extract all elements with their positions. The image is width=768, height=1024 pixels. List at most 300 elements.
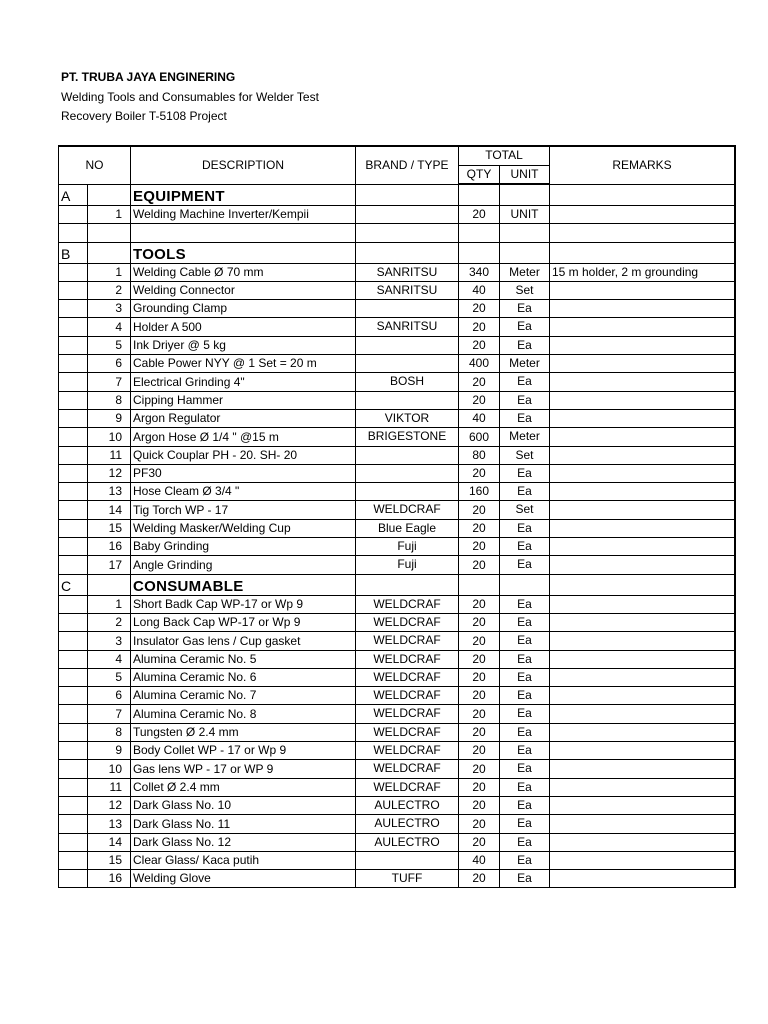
item-unit: Ea bbox=[500, 778, 550, 796]
table-row bbox=[59, 391, 736, 409]
row-section-cell bbox=[59, 428, 88, 446]
table-row bbox=[59, 613, 736, 631]
item-number: 3 bbox=[88, 632, 131, 650]
item-qty: 20 bbox=[459, 796, 500, 814]
item-description: Insulator Gas lens / Cup gasket bbox=[131, 632, 356, 650]
project-name: Recovery Boiler T-5108 Project bbox=[61, 109, 227, 123]
item-brand bbox=[356, 355, 459, 373]
section-remarks-cell bbox=[550, 574, 736, 595]
item-unit: Ea bbox=[500, 833, 550, 851]
item-remarks bbox=[550, 705, 736, 723]
table-row bbox=[59, 464, 736, 482]
row-section-cell bbox=[59, 595, 88, 613]
item-qty: 20 bbox=[459, 373, 500, 391]
item-qty: 400 bbox=[459, 355, 500, 373]
item-remarks bbox=[550, 815, 736, 833]
row-section-cell bbox=[59, 650, 88, 668]
item-unit: Ea bbox=[500, 300, 550, 318]
item-qty: 20 bbox=[459, 318, 500, 336]
table-row bbox=[59, 851, 736, 869]
table-row bbox=[59, 281, 736, 299]
item-description: Alumina Ceramic No. 8 bbox=[131, 705, 356, 723]
item-brand bbox=[356, 300, 459, 318]
item-brand: SANRITSU bbox=[356, 263, 459, 281]
row-section-cell bbox=[59, 705, 88, 723]
item-unit: Ea bbox=[500, 851, 550, 869]
section-letter: B bbox=[59, 242, 88, 263]
item-number: 10 bbox=[88, 760, 131, 778]
item-number: 5 bbox=[88, 668, 131, 686]
item-remarks bbox=[550, 464, 736, 482]
column-header-description: DESCRIPTION bbox=[131, 146, 356, 184]
table-row bbox=[59, 556, 736, 574]
item-description: Collet Ø 2.4 mm bbox=[131, 778, 356, 796]
table-row bbox=[59, 300, 736, 318]
item-remarks bbox=[550, 355, 736, 373]
table-row bbox=[59, 446, 736, 464]
row-section-cell bbox=[59, 796, 88, 814]
item-brand bbox=[356, 446, 459, 464]
item-unit: Ea bbox=[500, 409, 550, 427]
item-description: Cipping Hammer bbox=[131, 391, 356, 409]
item-qty: 20 bbox=[459, 391, 500, 409]
section-no-cell bbox=[88, 574, 131, 595]
row-section-cell bbox=[59, 851, 88, 869]
item-description: Dark Glass No. 12 bbox=[131, 833, 356, 851]
item-description: Welding Masker/Welding Cup bbox=[131, 519, 356, 537]
item-brand bbox=[356, 224, 459, 242]
item-qty: 20 bbox=[459, 632, 500, 650]
table-row bbox=[59, 742, 736, 760]
item-qty: 20 bbox=[459, 723, 500, 741]
row-section-cell bbox=[59, 556, 88, 574]
item-qty: 20 bbox=[459, 705, 500, 723]
item-qty bbox=[459, 224, 500, 242]
item-remarks bbox=[550, 409, 736, 427]
item-description: Holder A 500 bbox=[131, 318, 356, 336]
item-remarks: 15 m holder, 2 m grounding bbox=[550, 263, 736, 281]
item-remarks bbox=[550, 760, 736, 778]
item-description: Baby Grinding bbox=[131, 538, 356, 556]
item-number: 7 bbox=[88, 373, 131, 391]
item-unit: Ea bbox=[500, 464, 550, 482]
item-brand bbox=[356, 206, 459, 224]
item-remarks bbox=[550, 851, 736, 869]
item-description: Argon Regulator bbox=[131, 409, 356, 427]
item-unit: Ea bbox=[500, 373, 550, 391]
item-remarks bbox=[550, 281, 736, 299]
table-row bbox=[59, 409, 736, 427]
item-number: 9 bbox=[88, 409, 131, 427]
item-remarks bbox=[550, 318, 736, 336]
item-number: 8 bbox=[88, 723, 131, 741]
item-remarks bbox=[550, 613, 736, 631]
item-remarks bbox=[550, 446, 736, 464]
item-number: 7 bbox=[88, 705, 131, 723]
item-qty: 40 bbox=[459, 851, 500, 869]
section-unit-cell bbox=[500, 184, 550, 206]
table-row bbox=[59, 796, 736, 814]
item-number: 16 bbox=[88, 538, 131, 556]
item-unit: Ea bbox=[500, 632, 550, 650]
table-row bbox=[59, 705, 736, 723]
item-brand: Fuji bbox=[356, 538, 459, 556]
section-qty-cell bbox=[459, 574, 500, 595]
item-number: 6 bbox=[88, 687, 131, 705]
item-remarks bbox=[550, 300, 736, 318]
row-section-cell bbox=[59, 723, 88, 741]
tools-consumables-table bbox=[58, 145, 736, 888]
item-unit: Ea bbox=[500, 391, 550, 409]
item-remarks bbox=[550, 650, 736, 668]
table-header-row bbox=[59, 146, 736, 165]
item-qty: 20 bbox=[459, 519, 500, 537]
item-brand: AULECTRO bbox=[356, 796, 459, 814]
table-row bbox=[59, 263, 736, 281]
row-section-cell bbox=[59, 815, 88, 833]
row-section-cell bbox=[59, 409, 88, 427]
item-description: PF30 bbox=[131, 464, 356, 482]
section-remarks-cell bbox=[550, 242, 736, 263]
table-row bbox=[59, 483, 736, 501]
item-description: Dark Glass No. 10 bbox=[131, 796, 356, 814]
table-row bbox=[59, 336, 736, 354]
item-remarks bbox=[550, 632, 736, 650]
item-qty: 40 bbox=[459, 409, 500, 427]
item-description: Long Back Cap WP-17 or Wp 9 bbox=[131, 613, 356, 631]
item-description: Electrical Grinding 4" bbox=[131, 373, 356, 391]
row-section-cell bbox=[59, 613, 88, 631]
row-section-cell bbox=[59, 281, 88, 299]
item-brand bbox=[356, 336, 459, 354]
item-brand: Fuji bbox=[356, 556, 459, 574]
item-description: Argon Hose Ø 1/4 " @15 m bbox=[131, 428, 356, 446]
row-section-cell bbox=[59, 318, 88, 336]
item-qty: 20 bbox=[459, 778, 500, 796]
item-description: Body Collet WP - 17 or Wp 9 bbox=[131, 742, 356, 760]
section-unit-cell bbox=[500, 242, 550, 263]
item-unit: Set bbox=[500, 501, 550, 519]
item-number: 15 bbox=[88, 519, 131, 537]
item-brand: WELDCRAF bbox=[356, 595, 459, 613]
item-unit: UNIT bbox=[500, 206, 550, 224]
item-number: 15 bbox=[88, 851, 131, 869]
table-row bbox=[59, 778, 736, 796]
item-qty: 20 bbox=[459, 760, 500, 778]
item-qty: 20 bbox=[459, 668, 500, 686]
item-qty: 20 bbox=[459, 650, 500, 668]
row-section-cell bbox=[59, 742, 88, 760]
row-section-cell bbox=[59, 833, 88, 851]
item-number: 1 bbox=[88, 206, 131, 224]
table-row bbox=[59, 428, 736, 446]
item-number bbox=[88, 224, 131, 242]
row-section-cell bbox=[59, 464, 88, 482]
table-row bbox=[59, 870, 736, 888]
item-remarks bbox=[550, 778, 736, 796]
item-unit: Ea bbox=[500, 687, 550, 705]
section-letter: C bbox=[59, 574, 88, 595]
section-title: EQUIPMENT bbox=[131, 184, 356, 206]
item-remarks bbox=[550, 687, 736, 705]
item-number: 12 bbox=[88, 796, 131, 814]
document-subtitle: Welding Tools and Consumables for Welder Test bbox=[61, 89, 319, 104]
section-row bbox=[59, 574, 736, 595]
item-unit: Ea bbox=[500, 336, 550, 354]
column-header-total: TOTAL bbox=[459, 146, 550, 165]
item-brand: SANRITSU bbox=[356, 318, 459, 336]
item-brand: WELDCRAF bbox=[356, 705, 459, 723]
item-brand: WELDCRAF bbox=[356, 687, 459, 705]
item-qty: 20 bbox=[459, 300, 500, 318]
item-unit: Ea bbox=[500, 556, 550, 574]
column-header-remarks: REMARKS bbox=[550, 146, 736, 184]
column-header-no: NO bbox=[59, 146, 131, 184]
item-description: Ink Driyer @ 5 kg bbox=[131, 336, 356, 354]
table-row bbox=[59, 355, 736, 373]
table-body bbox=[59, 184, 736, 888]
item-unit: Ea bbox=[500, 705, 550, 723]
item-unit: Ea bbox=[500, 650, 550, 668]
item-description: Welding Cable Ø 70 mm bbox=[131, 263, 356, 281]
item-remarks bbox=[550, 501, 736, 519]
row-section-cell bbox=[59, 538, 88, 556]
item-brand: WELDCRAF bbox=[356, 760, 459, 778]
item-unit: Set bbox=[500, 446, 550, 464]
item-description: Welding Glove bbox=[131, 870, 356, 888]
item-remarks bbox=[550, 483, 736, 501]
table-row bbox=[59, 650, 736, 668]
item-brand bbox=[356, 851, 459, 869]
column-header-brand: BRAND / TYPE bbox=[356, 146, 459, 184]
item-qty: 20 bbox=[459, 595, 500, 613]
item-description: Grounding Clamp bbox=[131, 300, 356, 318]
item-remarks bbox=[550, 796, 736, 814]
item-remarks bbox=[550, 870, 736, 888]
table-row bbox=[59, 815, 736, 833]
item-qty: 20 bbox=[459, 556, 500, 574]
row-section-cell bbox=[59, 519, 88, 537]
item-remarks bbox=[550, 206, 736, 224]
section-brand-cell bbox=[356, 574, 459, 595]
column-header-unit: UNIT bbox=[500, 165, 550, 184]
table-row bbox=[59, 760, 736, 778]
table-row bbox=[59, 595, 736, 613]
row-section-cell bbox=[59, 760, 88, 778]
section-row bbox=[59, 242, 736, 263]
item-brand: Blue Eagle bbox=[356, 519, 459, 537]
item-brand: WELDCRAF bbox=[356, 723, 459, 741]
item-brand bbox=[356, 464, 459, 482]
item-qty: 340 bbox=[459, 263, 500, 281]
section-letter: A bbox=[59, 184, 88, 206]
item-unit: Set bbox=[500, 281, 550, 299]
section-no-cell bbox=[88, 242, 131, 263]
item-number: 6 bbox=[88, 355, 131, 373]
item-remarks bbox=[550, 556, 736, 574]
item-number: 4 bbox=[88, 318, 131, 336]
section-brand-cell bbox=[356, 184, 459, 206]
item-number: 13 bbox=[88, 815, 131, 833]
item-qty: 20 bbox=[459, 206, 500, 224]
item-brand: VIKTOR bbox=[356, 409, 459, 427]
item-qty: 20 bbox=[459, 833, 500, 851]
item-unit bbox=[500, 224, 550, 242]
item-number: 14 bbox=[88, 501, 131, 519]
item-unit: Ea bbox=[500, 519, 550, 537]
item-qty: 20 bbox=[459, 742, 500, 760]
item-qty: 20 bbox=[459, 870, 500, 888]
item-remarks bbox=[550, 336, 736, 354]
table-row bbox=[59, 538, 736, 556]
column-header-qty: QTY bbox=[459, 165, 500, 184]
item-unit: Ea bbox=[500, 595, 550, 613]
section-row bbox=[59, 184, 736, 206]
item-unit: Ea bbox=[500, 815, 550, 833]
item-remarks bbox=[550, 742, 736, 760]
item-number: 9 bbox=[88, 742, 131, 760]
company-name: PT. TRUBA JAYA ENGINERING bbox=[61, 70, 236, 84]
section-no-cell bbox=[88, 184, 131, 206]
item-unit: Ea bbox=[500, 613, 550, 631]
item-brand: WELDCRAF bbox=[356, 501, 459, 519]
item-qty: 600 bbox=[459, 428, 500, 446]
item-unit: Meter bbox=[500, 355, 550, 373]
section-title: CONSUMABLE bbox=[131, 574, 356, 595]
item-number: 13 bbox=[88, 483, 131, 501]
item-brand: SANRITSU bbox=[356, 281, 459, 299]
row-section-cell bbox=[59, 300, 88, 318]
item-description: Clear Glass/ Kaca putih bbox=[131, 851, 356, 869]
item-unit: Ea bbox=[500, 538, 550, 556]
item-number: 4 bbox=[88, 650, 131, 668]
item-description: Cable Power NYY @ 1 Set = 20 m bbox=[131, 355, 356, 373]
item-number: 16 bbox=[88, 870, 131, 888]
section-brand-cell bbox=[356, 242, 459, 263]
item-qty: 20 bbox=[459, 336, 500, 354]
item-unit: Meter bbox=[500, 263, 550, 281]
item-description: Tig Torch WP - 17 bbox=[131, 501, 356, 519]
row-section-cell bbox=[59, 391, 88, 409]
item-remarks bbox=[550, 668, 736, 686]
item-qty: 20 bbox=[459, 687, 500, 705]
row-section-cell bbox=[59, 373, 88, 391]
item-description bbox=[131, 224, 356, 242]
item-qty: 80 bbox=[459, 446, 500, 464]
table-row bbox=[59, 224, 736, 242]
item-unit: Ea bbox=[500, 483, 550, 501]
row-section-cell bbox=[59, 224, 88, 242]
row-section-cell bbox=[59, 206, 88, 224]
item-remarks bbox=[550, 391, 736, 409]
item-brand: AULECTRO bbox=[356, 833, 459, 851]
item-number: 1 bbox=[88, 595, 131, 613]
table-row bbox=[59, 687, 736, 705]
row-section-cell bbox=[59, 446, 88, 464]
item-description: Welding Connector bbox=[131, 281, 356, 299]
item-brand bbox=[356, 483, 459, 501]
item-brand bbox=[356, 391, 459, 409]
item-description: Gas lens WP - 17 or WP 9 bbox=[131, 760, 356, 778]
item-number: 12 bbox=[88, 464, 131, 482]
item-unit: Meter bbox=[500, 428, 550, 446]
item-description: Angle Grinding bbox=[131, 556, 356, 574]
table-row bbox=[59, 501, 736, 519]
item-number: 8 bbox=[88, 391, 131, 409]
section-unit-cell bbox=[500, 574, 550, 595]
item-brand: WELDCRAF bbox=[356, 613, 459, 631]
item-unit: Ea bbox=[500, 760, 550, 778]
item-description: Quick Couplar PH - 20. SH- 20 bbox=[131, 446, 356, 464]
item-unit: Ea bbox=[500, 870, 550, 888]
item-brand: BOSH bbox=[356, 373, 459, 391]
table-row bbox=[59, 668, 736, 686]
item-number: 17 bbox=[88, 556, 131, 574]
item-description: Dark Glass No. 11 bbox=[131, 815, 356, 833]
row-section-cell bbox=[59, 632, 88, 650]
item-remarks bbox=[550, 833, 736, 851]
item-unit: Ea bbox=[500, 318, 550, 336]
row-section-cell bbox=[59, 687, 88, 705]
section-qty-cell bbox=[459, 242, 500, 263]
table-row bbox=[59, 206, 736, 224]
item-brand: TUFF bbox=[356, 870, 459, 888]
item-brand: WELDCRAF bbox=[356, 742, 459, 760]
item-qty: 40 bbox=[459, 281, 500, 299]
item-description: Hose Cleam Ø 3/4 " bbox=[131, 483, 356, 501]
item-number: 2 bbox=[88, 613, 131, 631]
item-unit: Ea bbox=[500, 796, 550, 814]
item-brand: WELDCRAF bbox=[356, 632, 459, 650]
row-section-cell bbox=[59, 870, 88, 888]
item-number: 3 bbox=[88, 300, 131, 318]
item-remarks bbox=[550, 723, 736, 741]
table-row bbox=[59, 833, 736, 851]
section-remarks-cell bbox=[550, 184, 736, 206]
item-description: Alumina Ceramic No. 7 bbox=[131, 687, 356, 705]
row-section-cell bbox=[59, 668, 88, 686]
document-header bbox=[61, 68, 319, 127]
section-title: TOOLS bbox=[131, 242, 356, 263]
section-qty-cell bbox=[459, 184, 500, 206]
row-section-cell bbox=[59, 355, 88, 373]
item-qty: 160 bbox=[459, 483, 500, 501]
item-brand: BRIGESTONE bbox=[356, 428, 459, 446]
table-row bbox=[59, 373, 736, 391]
table-row bbox=[59, 318, 736, 336]
item-unit: Ea bbox=[500, 668, 550, 686]
item-qty: 20 bbox=[459, 815, 500, 833]
item-unit: Ea bbox=[500, 742, 550, 760]
item-number: 10 bbox=[88, 428, 131, 446]
item-description: Tungsten Ø 2.4 mm bbox=[131, 723, 356, 741]
item-unit: Ea bbox=[500, 723, 550, 741]
item-brand: WELDCRAF bbox=[356, 650, 459, 668]
item-number: 11 bbox=[88, 446, 131, 464]
item-number: 14 bbox=[88, 833, 131, 851]
item-remarks bbox=[550, 538, 736, 556]
item-remarks bbox=[550, 519, 736, 537]
item-remarks bbox=[550, 373, 736, 391]
row-section-cell bbox=[59, 778, 88, 796]
table-row bbox=[59, 519, 736, 537]
item-remarks bbox=[550, 428, 736, 446]
item-number: 5 bbox=[88, 336, 131, 354]
item-qty: 20 bbox=[459, 538, 500, 556]
item-number: 1 bbox=[88, 263, 131, 281]
item-number: 11 bbox=[88, 778, 131, 796]
table-row bbox=[59, 632, 736, 650]
